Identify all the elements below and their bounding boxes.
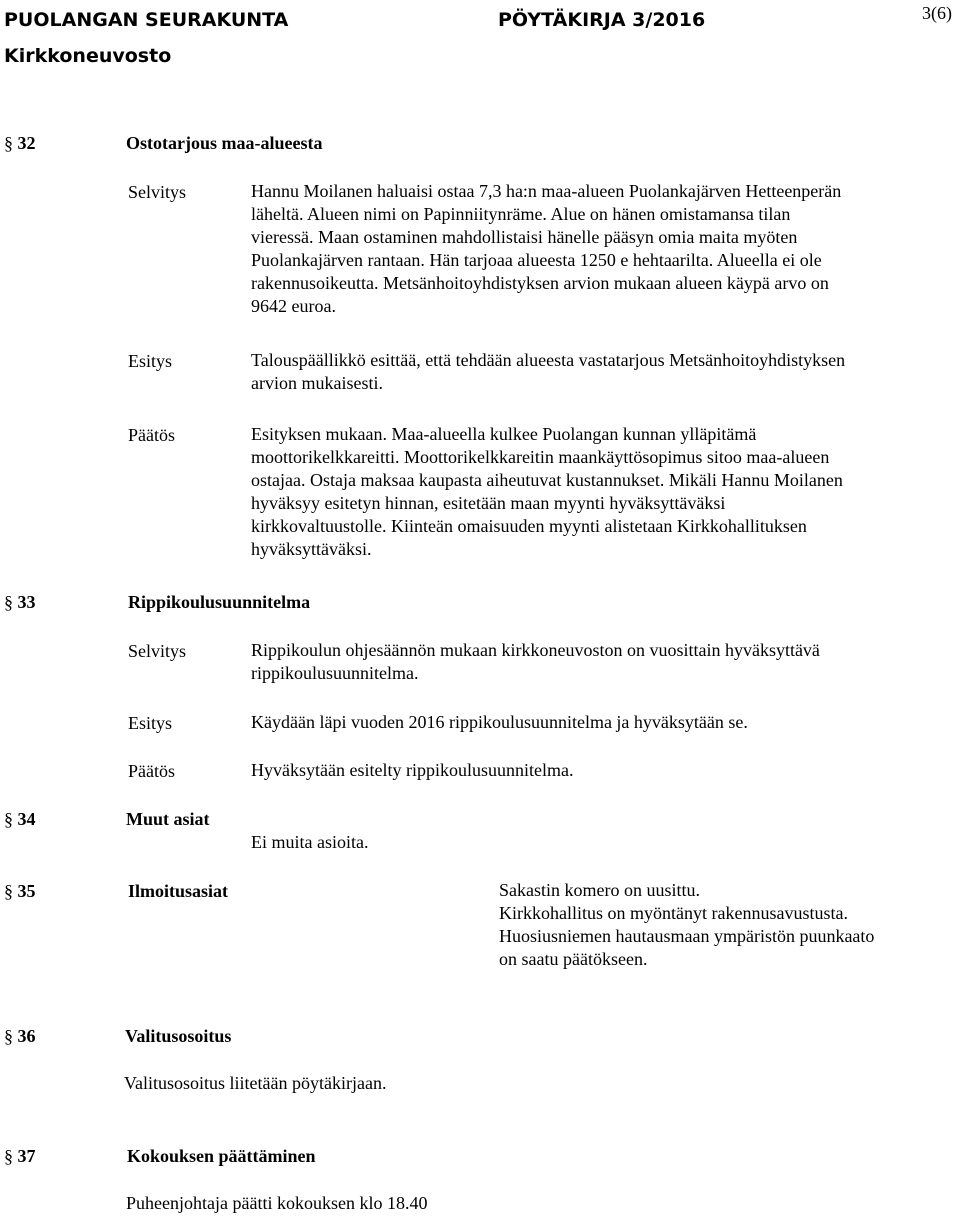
section-33-esitys-text: Käydään läpi vuoden 2016 rippikoulusuunnitelma ja hyväksytään se. bbox=[251, 712, 748, 732]
section-33-selvitys-text: Rippikoulun ohjesäännön mukaan kirkkoneuvoston on vuosittain hyväksyttävä rippikoulusuunnitelma. bbox=[251, 640, 820, 683]
section-33-esitys-label: Esitys bbox=[128, 713, 173, 733]
board-name: Kirkkoneuvosto bbox=[4, 45, 172, 67]
section-36-text: Valitusosoitus liitetään pöytäkirjaan. bbox=[124, 1073, 387, 1093]
organization-name: PUOLANGAN SEURAKUNTA bbox=[4, 9, 289, 31]
section-37-title: Kokouksen päättäminen bbox=[127, 1146, 316, 1166]
section-32-selvitys-label: Selvitys bbox=[128, 182, 187, 202]
section-37-number: § 37 bbox=[4, 1146, 36, 1166]
section-36-title: Valitusosoitus bbox=[125, 1026, 232, 1046]
section-34-title: Muut asiat bbox=[126, 809, 210, 829]
section-32-selvitys-text: Hannu Moilanen haluaisi ostaa 7,3 ha:n maa-alueen Puolankajärven Hetteenperän läheltä. Alueen nimi on Papinniitynräme. Alue on hänen omistamansa tilan vieressä. Maan ostaminen mahdollistaisi hänelle pääsyn omia maita myöten Puolankajärven rantaan. Hän tarjoaa alueesta 1250 e hehtaarilta. Alueella ei ole rakennusoikeutta. Metsänhoitoyhdistyksen arvion mukaan alueen käypä arvo on 9642 euroa. bbox=[251, 181, 842, 316]
section-36-number: § 36 bbox=[4, 1026, 36, 1046]
section-32-esitys-label: Esitys bbox=[128, 351, 173, 371]
section-35-text: Sakastin komero on uusittu. Kirkkohallitus on myöntänyt rakennusavustusta. Huosiusniemen hautausmaan ympäristön puunkaato on saatu päätökseen. bbox=[499, 880, 875, 969]
section-37-text: Puheenjohtaja päätti kokouksen klo 18.40 bbox=[126, 1193, 428, 1213]
section-32-paatos-label: Päätös bbox=[128, 425, 175, 445]
section-33-number: § 33 bbox=[4, 592, 36, 612]
section-32-paatos-text: Esityksen mukaan. Maa-alueella kulkee Puolangan kunnan ylläpitämä moottorikelkkareitti. Moottorikelkkareitin maankäyttösopimus sitoo maa-alueen ostajaa. Ostaja maksaa kaupasta aiheutuvat kustannukset. Mikäli Hannu Moilanen hyväksyy esitetyn hinnan, esitetään maan myynti hyväksyttäväksi kirkkovaltuustolle. Kiinteän omaisuuden myynti alistetaan Kirkkohallituksen hyväksyttäväksi. bbox=[251, 424, 843, 559]
section-35-title: Ilmoitusasiat bbox=[128, 881, 229, 901]
section-33-paatos-text: Hyväksytään esitelty rippikoulusuunnitelma. bbox=[251, 760, 574, 780]
section-33-selvitys-label: Selvitys bbox=[128, 641, 187, 661]
section-34-number: § 34 bbox=[4, 809, 36, 829]
section-32-number: § 32 bbox=[4, 133, 36, 153]
document-title: PÖYTÄKIRJA 3/2016 bbox=[498, 9, 706, 31]
section-32-title: Ostotarjous maa-alueesta bbox=[126, 133, 323, 153]
section-32-esitys-text: Talouspäällikkö esittää, että tehdään alueesta vastatarjous Metsänhoitoyhdistyksen arvion mukaisesti. bbox=[251, 350, 846, 393]
section-33-paatos-label: Päätös bbox=[128, 761, 175, 781]
page-number: 3(6) bbox=[922, 3, 952, 23]
section-35-number: § 35 bbox=[4, 881, 36, 901]
section-33-title: Rippikoulusuunnitelma bbox=[128, 592, 311, 612]
section-34-text: Ei muita asioita. bbox=[251, 832, 369, 852]
